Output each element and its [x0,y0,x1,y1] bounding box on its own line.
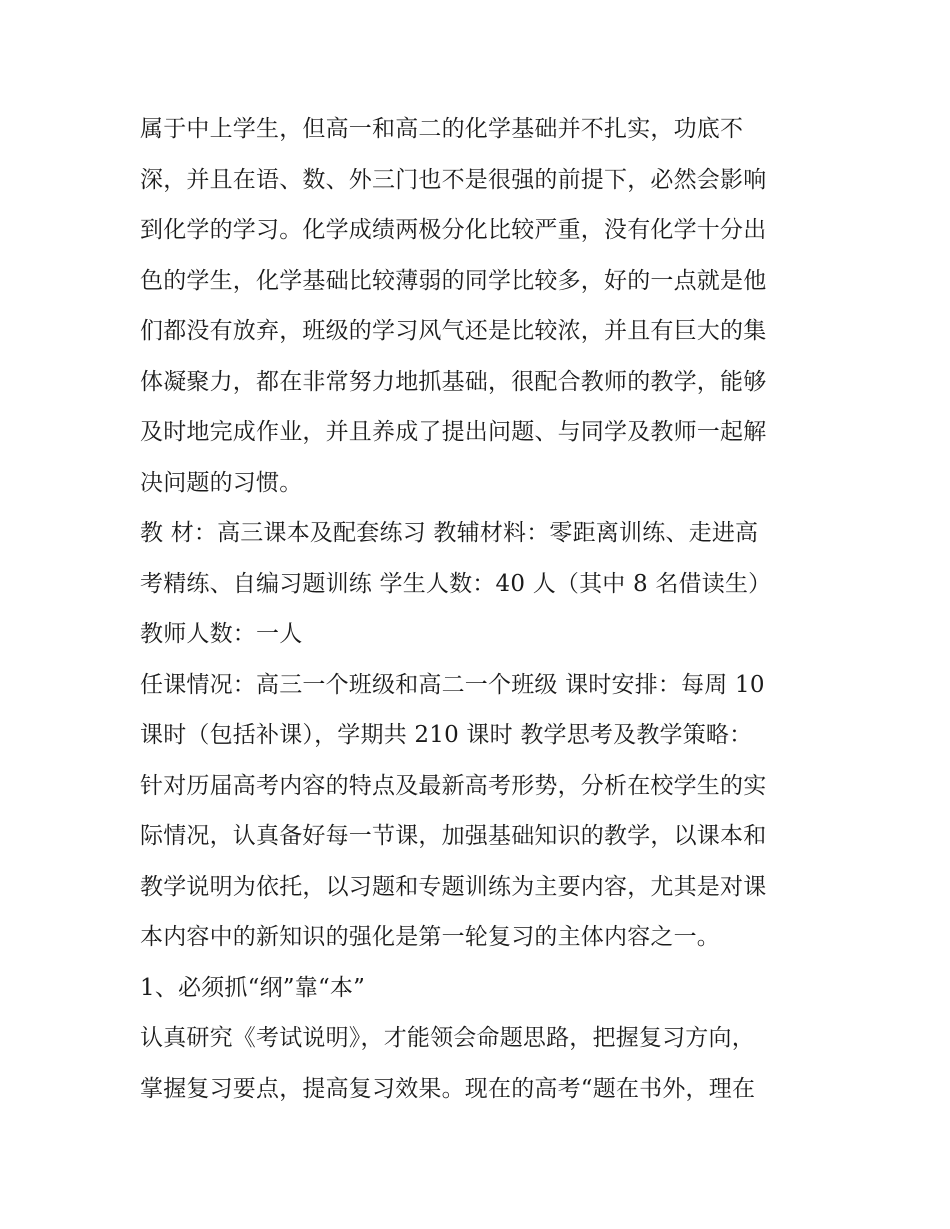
text-line: 到化学的学习。化学成绩两极分化比较严重，没有化学十分出 [140,217,767,243]
text-line: 教师人数：一人 [140,621,303,647]
text-line: 们都没有放弃，班级的学习风气还是比较浓，并且有巨大的集 [140,318,767,344]
text-line: 际情况，认真备好每一节课，加强基础知识的教学，以课本和 [140,823,767,849]
text-line: 课时（包括补课），学期共 210 课时 教学思考及教学策略： [140,722,753,748]
text-line: 决问题的习惯。 [140,469,303,496]
text-line: 教 材：高三课本及配套练习 教辅材料：零距离训练、走进高 [140,520,759,546]
text-line: 本内容中的新知识的强化是第一轮复习的主体内容之一。 [140,924,720,950]
text-line: 认真研究《考试说明》，才能领会命题思路，把握复习方向， [140,1025,755,1051]
text-line: 属于中上学生，但高一和高二的化学基础并不扎实，功底不 [140,116,744,142]
text-line: 深，并且在语、数、外三门也不是很强的前提下，必然会影响 [140,166,767,193]
body-text [140,104,820,1114]
text-line: 任课情况：高三一个班级和高二一个班级 课时安排：每周 10 [140,671,765,698]
text-line: 掌握复习要点，提高复习效果。现在的高考“题在书外，理在 [140,1075,756,1102]
text-line: 及时地完成作业，并且养成了提出问题、与同学及教师一起解 [140,419,767,445]
text-line: 色的学生，化学基础比较薄弱的同学比较多，好的一点就是他 [140,267,767,294]
section-heading: 1、必须抓“纲”靠“本” [140,974,366,1001]
text-line: 体凝聚力，都在非常努力地抓基础，很配合教师的教学，能够 [140,368,767,395]
text-line: 针对历届高考内容的特点及最新高考形势，分析在校学生的实 [140,772,767,799]
text-line: 教学说明为依托，以习题和专题训练为主要内容，尤其是对课 [140,873,767,900]
text-line: 考精练、自编习题训练 学生人数：40 人（其中 8 名借读生） [140,570,772,597]
